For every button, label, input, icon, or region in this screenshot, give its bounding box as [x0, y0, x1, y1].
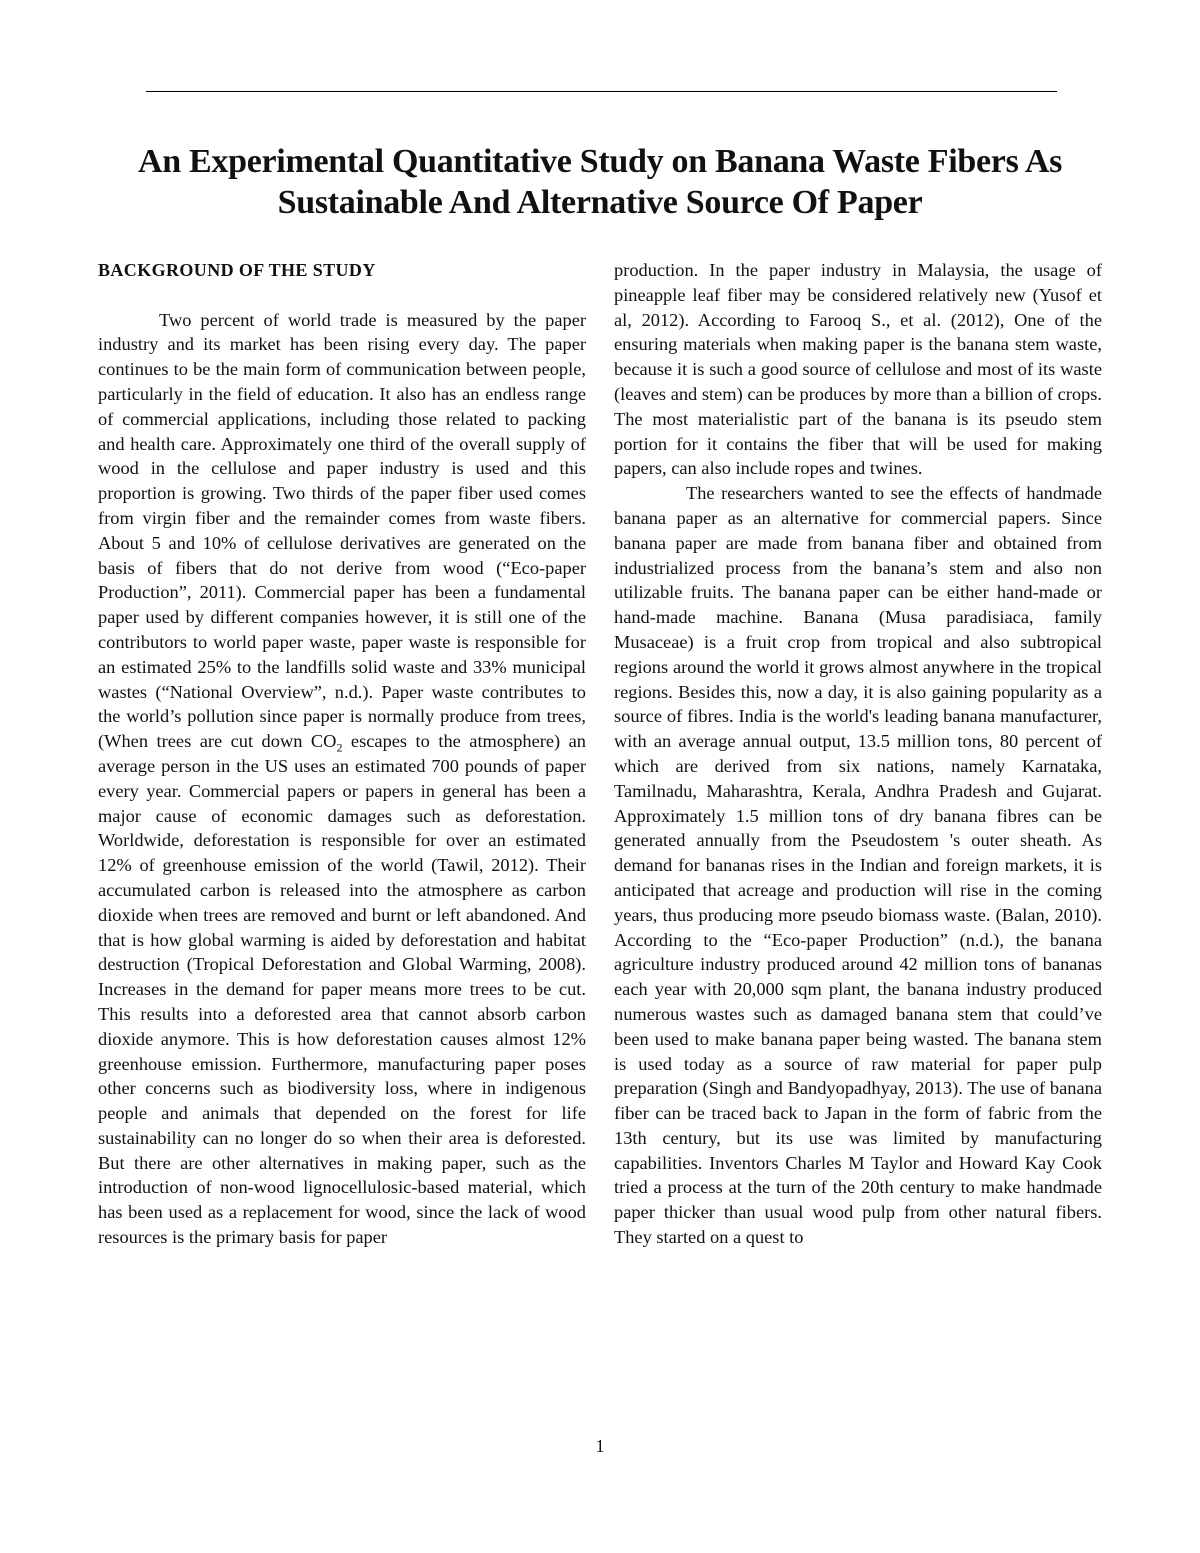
left-paragraph [98, 308, 586, 1250]
right-column [614, 258, 1102, 1250]
page-number: 1 [595, 1436, 605, 1456]
left-column [98, 258, 586, 1250]
right-paragraph-researchers: The researchers wanted to see the effects of handmade banana paper as an alternative for commercial papers. Since banana paper are made from banana fiber and obtained from industrialized process from the banana’s stem and also non utilizable fruits. The banana paper can be either hand-made or hand-made machine. Banana (Musa paradisiaca, family Musaceae) is a fruit crop from tropical and also subtropical regions around the world it grows almost anywhere in the tropical regions. Besides this, now a day, it is also gaining popularity as a source of fibres. India is the world's leading banana manufacturer, with an average annual output, 13.5 million tons, 80 percent of which are derived from six nations, namely Karnataka, Tamilnadu, Maharashtra, Kerala, Andhra Pradesh and Gujarat. Approximately 1.5 million tons of dry banana fibres can be generated annually from the Pseudostem 's outer sheath. As demand for bananas rises in the Indian and foreign markets, it is anticipated that acreage and production will rise in the coming years, thus producing more pseudo biomass waste. (Balan, 2010). According to the “Eco-paper Production” (n.d.), the banana agriculture industry produced around 42 million tons of bananas each year with 20,000 sqm plant, the banana industry produced numerous wastes such as damaged banana stem that could’ve been used to make banana paper being wasted. The banana stem is used today as a source of raw material for paper pulp preparation (Singh and Bandyopadhyay, 2013). The use of banana fiber can be traced back to Japan in the form of fabric from the 13th century, but its use was limited by manufacturing capabilities. Inventors Charles M Taylor and Howard Kay Cook tried a process at the turn of the 20th century to make handmade paper thicker than usual wood pulp from other natural fibers. They started on a quest to [614, 483, 1102, 1248]
left-paragraph-part2: escapes to the atmosphere) an average person in the US uses an estimated 700 pounds of paper every year. Commercial papers or papers in general has been a major cause of economic damages such as deforestation. Worldwide, deforestation is responsible for over an estimated 12% of greenhouse emission of the world (Tawil, 2012). Their accumulated carbon is released into the atmosphere as carbon dioxide when trees are removed and burnt or left abandoned. And that is how global warming is aided by deforestation and habitat destruction (Tropical Deforestation and Global Warming, 2008). Increases in the demand for paper means more trees to be cut. This results into a deforested area that cannot absorb carbon dioxide anymore. This is how deforestation causes almost 12% greenhouse emission. Furthermore, manufacturing paper poses other concerns such as biodiversity loss, where in indigenous people and animals that depended on the forest for life sustainability can no longer do so when their area is deforested. But there are other alternatives in making paper, such as the introduction of non-wood lignocellulosic-based material, which has been used as a replacement for wood, since the lack of wood resources is the primary basis for paper [98, 731, 586, 1248]
right-paragraph-continued: production. In the paper industry in Malaysia, the usage of pineapple leaf fiber may be considered relatively new (Yusof et al, 2012). According to Farooq S., et al. (2012), One of the ensuring materials when making paper is the banana stem waste, because it is such a good source of cellulose and most of its waste (leaves and stem) can be produces by more than a billion of crops. The most materialistic part of the banana is its pseudo stem portion for it contains the fiber that will be used for making papers, can also include ropes and twines. [614, 260, 1102, 479]
left-paragraph-part1: Two percent of world trade is measured by the paper industry and its market has been rising every day. The paper continues to be the main form of communication between people, particularly in the field of education. It also has an endless range of commercial applications, including those related to packing and health care. Approximately one third of the overall supply of wood in the cellulose and paper industry is used and this proportion is growing. Two thirds of the paper fiber used comes from virgin fiber and the remainder comes from waste fibers. About 5 and 10% of cellulose derivatives are generated on the basis of fibers that do not derive from wood (“Eco-paper Production”, 2011). Commercial paper has been a fundamental paper used by different companies however, it is still one of the contributors to world paper waste, paper waste is responsible for an estimated 25% to the landfills solid waste and 33% municipal wastes (“National Overview”, n.d.). Paper waste contributes to the world’s pollution since paper is normally produce from trees, (When trees are cut down CO [98, 309, 586, 752]
paper-title: An Experimental Quantitative Study on Banana Waste Fibers As Sustainable And Alternative Source Of Paper [137, 143, 1063, 221]
section-heading: BACKGROUND OF THE STUDY [98, 260, 376, 280]
header-rule [146, 91, 1057, 92]
co2-subscript: 2 [336, 740, 343, 755]
